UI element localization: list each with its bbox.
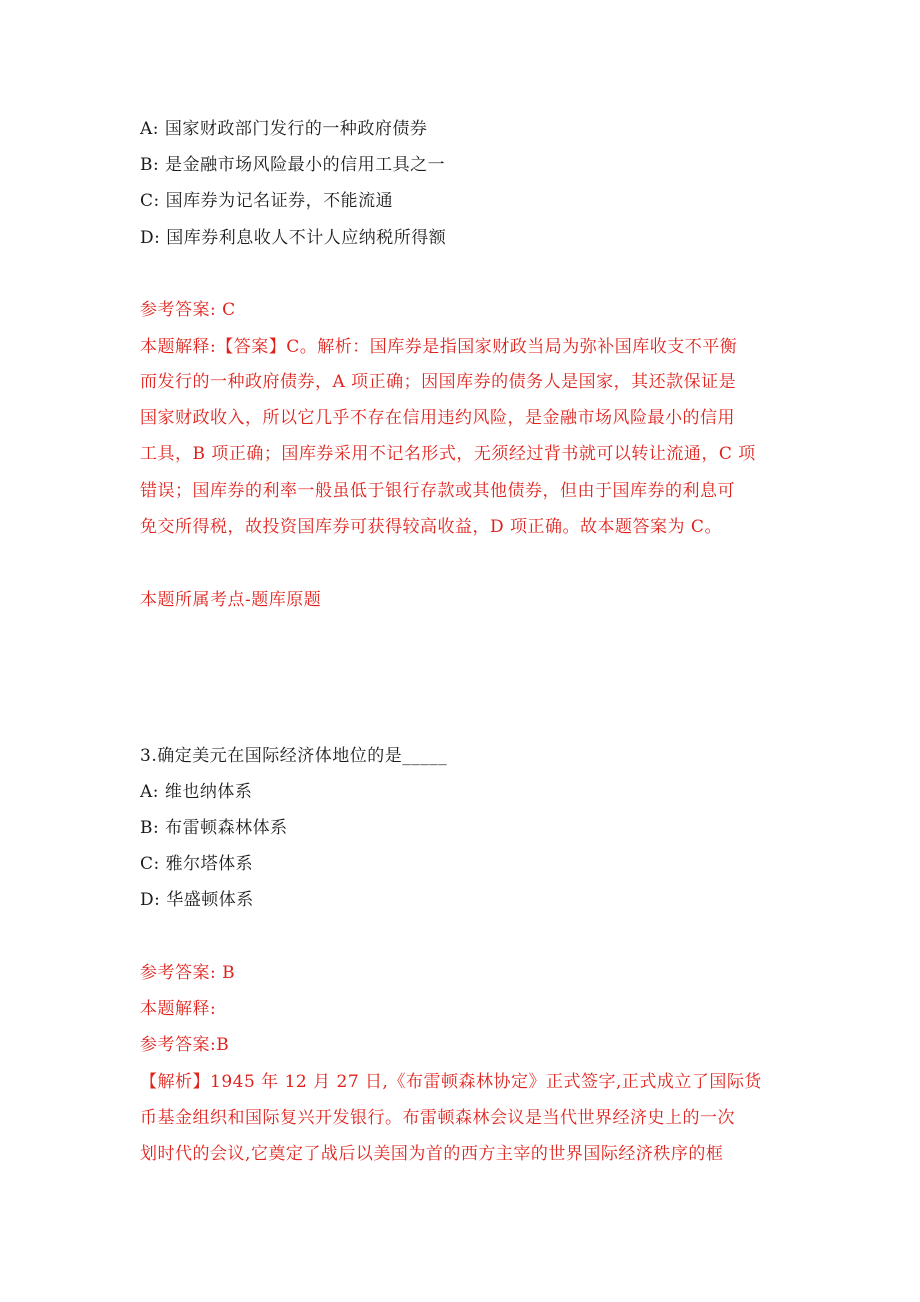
q2-explanation-line: 国家财政收入，所以它几乎不存在信用违约风险，是金融市场风险最小的信用 [140, 408, 735, 428]
q2-explanation-line: 错误；国库券的利率一般虽低于银行存款或其他债券，但由于国库券的利息可 [140, 481, 735, 501]
q3-answer: 参考答案: B [140, 963, 236, 983]
q2-option-b: B: 是金融市场风险最小的信用工具之一 [140, 155, 446, 175]
q3-option-d: D: 华盛顿体系 [140, 890, 254, 910]
q2-topic: 本题所属考点-题库原题 [140, 590, 322, 610]
q2-option-a: A: 国家财政部门发行的一种政府债券 [140, 119, 428, 139]
q2-answer: 参考答案: C [140, 300, 236, 320]
q3-analysis-line: 划时代的会议,它奠定了战后以美国为首的西方主宰的世界国际经济秩序的框 [140, 1144, 724, 1164]
q2-explanation-line: 而发行的一种政府债券，A 项正确；因国库券的债务人是国家，其还款保证是 [140, 372, 737, 392]
q3-analysis-line: 币基金组织和国际复兴开发银行。布雷顿森林会议是当代世界经济史上的一次 [140, 1108, 735, 1128]
q2-option-d: D: 国库券利息收人不计人应纳税所得额 [140, 228, 447, 248]
q3-explanation-label: 本题解释: [140, 999, 217, 1019]
q2-explanation-line: 免交所得税，故投资国库券可获得较高收益，D 项正确。故本题答案为 C。 [140, 517, 722, 537]
q3-answer-reference: 参考答案:B [140, 1035, 230, 1055]
q3-option-c: C: 雅尔塔体系 [140, 854, 254, 874]
q3-analysis-line: 【解析】1945 年 12 月 27 日,《布雷顿森林协定》正式签字,正式成立了国际货 [140, 1072, 762, 1092]
q3-question: 3.确定美元在国际经济体地位的是_____ [140, 746, 448, 766]
q2-option-c: C: 国库券为记名证券，不能流通 [140, 191, 394, 211]
q3-option-a: A: 维也纳体系 [140, 782, 253, 802]
q2-explanation-line: 工具，B 项正确；国库券采用不记名形式，无须经过背书就可以转让流通，C 项 [140, 444, 756, 464]
q3-option-b: B: 布雷顿森林体系 [140, 818, 288, 838]
q2-explanation-line: 本题解释:【答案】C。解析：国库券是指国家财政当局为弥补国库收支不平衡 [140, 337, 738, 357]
